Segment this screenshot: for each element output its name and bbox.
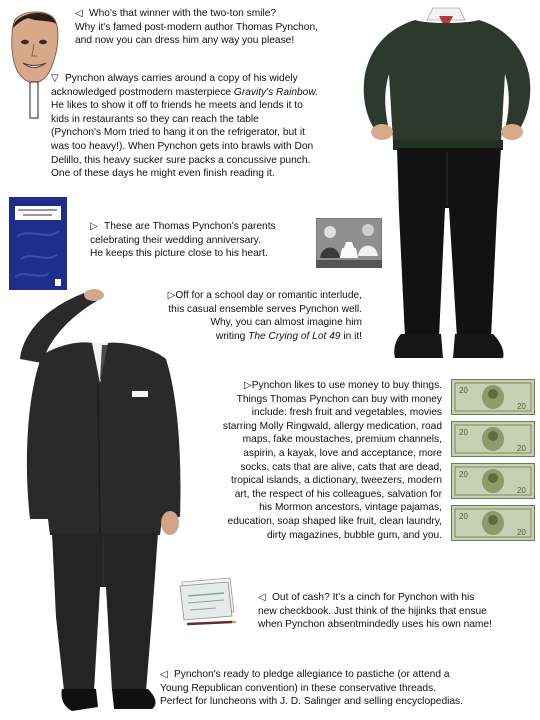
- smile-line: and now you can dress him any way you please!: [75, 35, 295, 47]
- right-triangle-icon: ▷: [90, 221, 98, 232]
- svg-text:20: 20: [517, 528, 526, 537]
- suit-outfit-cutout[interactable]: [2, 287, 188, 717]
- svg-text:20: 20: [459, 428, 468, 437]
- suit-line: Young Republican convention) in these conservative threads.: [160, 682, 436, 694]
- svg-text:20: 20: [517, 402, 526, 411]
- money-line: his Mormon ancestors, vintage pajamas,: [259, 502, 442, 514]
- svg-text:20: 20: [459, 470, 468, 479]
- suit-line: Perfect for luncheons with J. D. Salinger and selling encyclopedias.: [160, 696, 463, 708]
- school-line: writing: [215, 330, 249, 342]
- book-line: Pynchon always carries around a copy of his widely: [65, 73, 298, 84]
- money-line: socks, cats that are alive, cats that are dead,: [240, 461, 442, 473]
- left-triangle-icon: ◁: [75, 8, 83, 19]
- checkbook-line: Out of cash? It's a cinch for Pynchon with his: [272, 592, 475, 603]
- money-line: education, soap shaped like fruit, clean laundry,: [227, 515, 442, 527]
- svg-text:20: 20: [459, 386, 468, 395]
- smile-line: Who's that winner with the two-ton smile?: [89, 8, 277, 19]
- parents-line: These are Thomas Pynchon's parents: [104, 221, 276, 232]
- svg-text:20: 20: [517, 486, 526, 495]
- book-caption: [51, 72, 318, 181]
- twenty-dollar-bill-cutout[interactable]: [451, 463, 535, 499]
- twenty-dollar-bill-cutout[interactable]: [451, 421, 535, 457]
- gravitys-rainbow-book-cutout[interactable]: [9, 197, 67, 290]
- money-line: maps, fake moustaches, premium channels,: [242, 434, 442, 446]
- parents-line: He keeps this picture close to his heart.: [90, 248, 268, 260]
- twenty-dollar-bill-cutout[interactable]: [451, 379, 535, 415]
- right-triangle-icon: ▷: [244, 380, 252, 391]
- parents-line: celebrating their wedding anniversary.: [90, 234, 261, 246]
- book-line: Delillo, this heavy sucker sure packs a concussive punch.: [51, 154, 311, 166]
- checkbook-line: new checkbook. Just think of the hijinks that ensue: [258, 605, 487, 617]
- school-line: Why, you can almost imagine him: [210, 317, 362, 329]
- svg-text:20: 20: [459, 512, 468, 521]
- money-line: tropical islands, a dictionary, tweezers, modern: [230, 475, 442, 487]
- book-line: was too heavy!). When Pynchon gets into brawls with Don: [51, 140, 314, 152]
- school-line: in it!: [340, 330, 362, 342]
- left-triangle-icon: ◁: [160, 669, 168, 680]
- money-line: include: fresh fruit and vegetables, movies: [251, 407, 442, 419]
- suit-caption: [160, 668, 463, 709]
- school-line: this casual ensemble serves Pynchon well.: [168, 303, 362, 315]
- book-line: kids in restaurants so they can reach the table: [51, 113, 259, 125]
- money-line: starring Molly Ringwald, allergy medication, road: [222, 420, 442, 432]
- book-title-gravitys-rainbow: Gravity's Rainbow.: [233, 86, 318, 98]
- money-line: dirty magazines, bubble gum, and you.: [267, 529, 442, 541]
- right-triangle-icon: ▷: [167, 290, 176, 301]
- book-line: (Pynchon's Mom tried to hang it on the refrigerator, but it: [51, 127, 305, 139]
- suit-line: Pynchon's ready to pledge allegiance to pastiche (or attend a: [174, 669, 450, 680]
- smile-caption: [75, 7, 318, 48]
- money-line: Things Thomas Pynchon can buy with money: [236, 393, 442, 405]
- checkbook-line: when Pynchon absentmindedly uses his own name!: [258, 619, 492, 631]
- smile-line: Why it's famed post-modern author Thomas Pynchon,: [75, 21, 318, 33]
- checkbook-caption: [258, 591, 492, 632]
- money-line: Pynchon likes to use money to buy things.: [251, 380, 442, 391]
- book-line: One of these days he might even finish reading it.: [51, 168, 275, 180]
- left-triangle-icon: ◁: [258, 592, 266, 603]
- money-line: art, the respect of his colleagues, salvation for: [234, 488, 442, 500]
- checkbook-cutout[interactable]: [176, 576, 238, 628]
- parents-caption: [90, 220, 276, 261]
- book-title-crying-of-lot-49: The Crying of Lot 49: [248, 330, 341, 342]
- book-line: He likes to show it off to friends he meets and lends it to: [51, 100, 303, 112]
- parents-photo-cutout[interactable]: [316, 218, 382, 268]
- book-line: acknowledged postmodern masterpiece: [51, 86, 234, 98]
- svg-text:20: 20: [517, 444, 526, 453]
- sweater-outfit-cutout[interactable]: [355, 2, 535, 372]
- money-caption: [198, 379, 442, 542]
- school-line: Off for a school day or romantic interlude,: [175, 290, 362, 301]
- twenty-dollar-bill-cutout[interactable]: [451, 505, 535, 541]
- money-line: aspirin, a kayak, love and acceptance, more: [243, 447, 442, 459]
- down-triangle-icon: ▽: [51, 73, 59, 84]
